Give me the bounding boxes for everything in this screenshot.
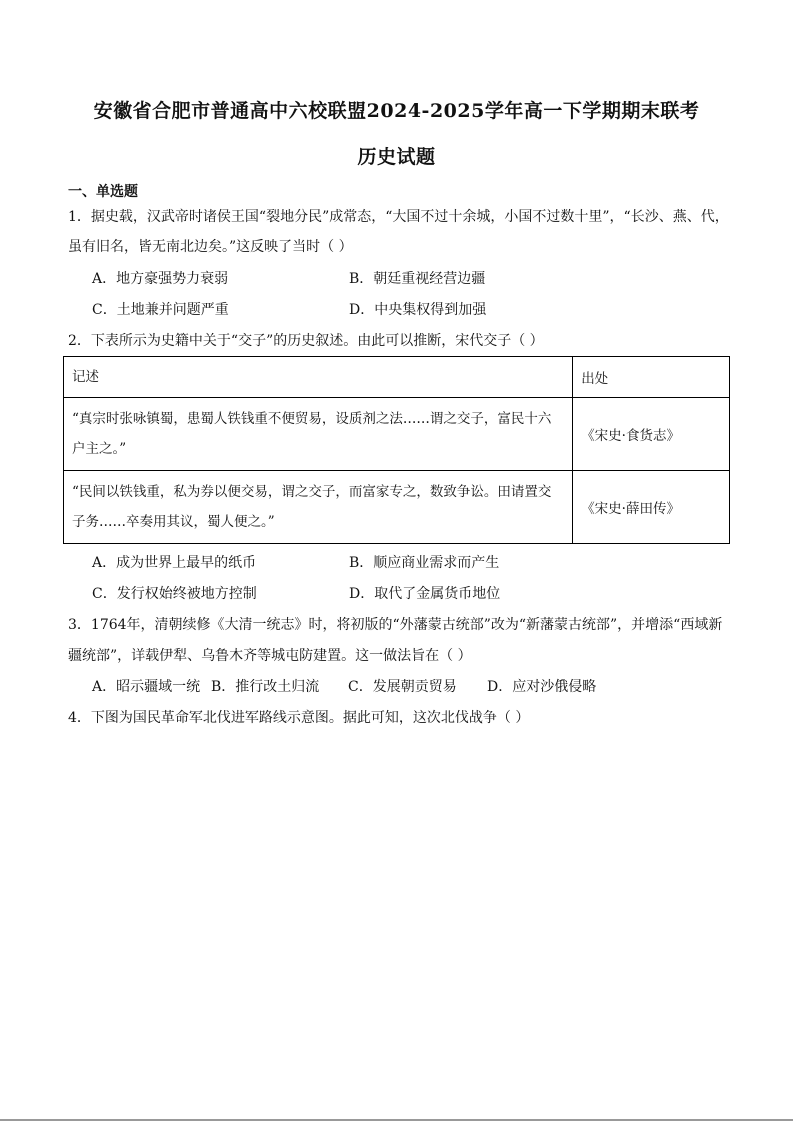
- table-row: [64, 471, 730, 544]
- q2-option-c: C．发行权始终被地方控制: [92, 586, 257, 602]
- record-text-line1: “真宗时张咏镇蜀，患蜀人铁钱重不便贸易，设质剂之法……谓之交子，富民十六: [72, 411, 552, 427]
- q3-stem-line1: 3．1764年，清朝续修《大清一统志》时，将初版的“外藩蒙古统部”改为“新藩蒙古统部”，并增添“西域新: [68, 617, 723, 633]
- source-table: [63, 356, 730, 544]
- q1-option-a: A．地方豪强势力衰弱: [92, 271, 229, 287]
- q2-option-d: D．取代了金属货币地位: [349, 586, 501, 602]
- exam-title: 安徽省合肥市普通高中六校联盟2024-2025学年高一下学期期末联考: [93, 100, 700, 122]
- q3-option-b: B．推行改土归流: [211, 679, 320, 695]
- record-text-line2: 子务……卒奏用其议，蜀人便之。”: [72, 514, 275, 530]
- q1-stem-line1: 1．据史载，汉武帝时诸侯王国“裂地分民”成常态，“大国不过十余城，小国不过数十里”，“长沙、燕、代，: [68, 209, 729, 225]
- page-bottom-divider: [0, 1119, 793, 1121]
- q2-option-b: B．顺应商业需求而产生: [349, 555, 500, 571]
- q1-stem-line2: 虽有旧名，皆无南北边矣。”这反映了当时（ ）: [68, 239, 353, 255]
- header-record: 记述: [64, 357, 573, 398]
- q3-stem-line2: 疆统部”，详载伊犁、乌鲁木齐等城屯防建置。这一做法旨在（ ）: [68, 648, 472, 664]
- record-cell: [64, 471, 573, 544]
- q1-option-c: C．土地兼并问题严重: [92, 302, 229, 318]
- q3-option-c: C．发展朝贡贸易: [348, 679, 457, 695]
- table-row: [64, 398, 730, 471]
- source-cell: 《宋史·薛田传》: [573, 471, 730, 544]
- q2-stem: 2．下表所示为史籍中关于“交子”的历史叙述。由此可以推断，宋代交子（ ）: [68, 333, 544, 349]
- q3-option-d: D．应对沙俄侵略: [487, 679, 597, 695]
- section-heading: 一、单选题: [68, 184, 138, 200]
- record-text-line2: 户主之。”: [72, 441, 127, 457]
- header-source: 出处: [573, 357, 730, 398]
- exam-subject: 历史试题: [357, 146, 436, 168]
- table-header-row: [64, 357, 730, 398]
- source-cell: 《宋史·食货志》: [573, 398, 730, 471]
- q3-option-a: A．昭示疆域一统: [92, 679, 201, 695]
- record-text-line1: “民间以铁钱重，私为券以便交易，谓之交子，而富家专之，数致争讼。田请置交: [72, 484, 552, 500]
- q1-option-d: D．中央集权得到加强: [349, 302, 487, 318]
- record-cell: [64, 398, 573, 471]
- q1-option-b: B．朝廷重视经营边疆: [349, 271, 486, 287]
- q4-stem: 4．下图为国民革命军北伐进军路线示意图。据此可知，这次北伐战争（ ）: [68, 710, 530, 726]
- q2-option-a: A．成为世界上最早的纸币: [92, 555, 257, 571]
